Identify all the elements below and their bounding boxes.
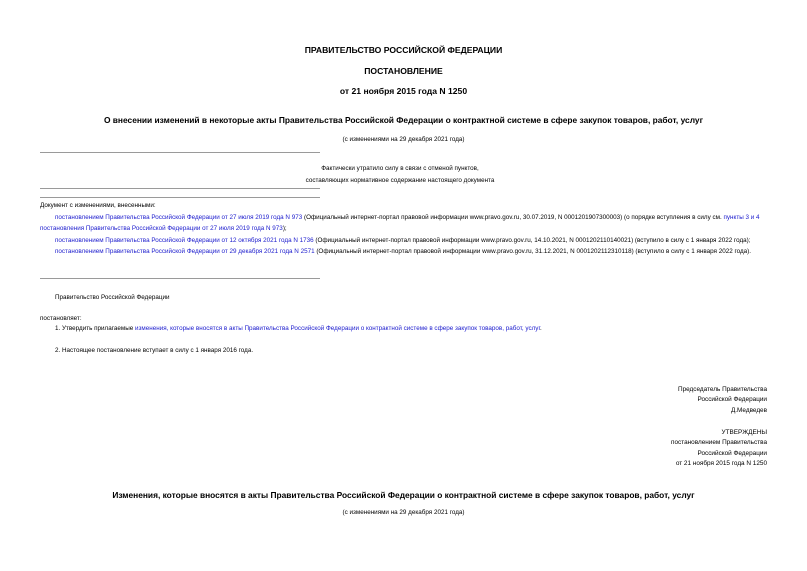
document-date-number: от 21 ноября 2015 года N 1250: [339, 86, 468, 96]
change-item: постановлением Правительства Российской Федерации от 27 июля 2019 года N 973 (Официальный интернет-портал правовой информации www.pravo.gov.ru, 30.07.2019, N 0001201907300003) (о порядке вступления в силу см. пункты 3 и 4 постановления Правительства Российской Федерации от 27 июля 2019 года N 973);: [40, 213, 760, 233]
changes-intro: Документ с изменениями, внесенными:: [40, 202, 156, 209]
signature-block: [678, 385, 767, 416]
change-link-1736[interactable]: постановлением Правительства Российской Федерации от 12 октября 2021 года N 1736: [55, 236, 314, 244]
separator-line: [40, 278, 320, 279]
approval-line2: постановлением Правительства: [671, 439, 767, 447]
change-item: постановлением Правительства Российской Федерации от 29 декабря 2021 года N 2571 (Официальный интернет-портал правовой информации www.pravo.gov.ru, 31.12.2021, N 0001202112310118) (вступило в силу с 1 января 2022 года).: [55, 248, 752, 256]
status-note-line1: Фактически утратило силу в связи с отменой пунктов,: [321, 165, 479, 172]
annex-title: Изменения, которые вносятся в акты Правительства Российской Федерации о контрактной системе в сфере закупок товаров, работ, услуг: [112, 490, 695, 500]
annex-link[interactable]: изменения, которые вносятся в акты Правительства Российской Федерации о контрактной системе в сфере закупок товаров, работ, услуг: [135, 325, 540, 332]
status-note: [280, 163, 520, 186]
signature-line2: Российской Федерации: [697, 396, 767, 404]
revision-note: (с изменениями на 29 декабря 2021 года): [342, 136, 465, 143]
clause-1: 1. Утвердить прилагаемые изменения, которые вносятся в акты Правительства Российской Федерации о контрактной системе в сфере закупок товаров, работ, услуг.: [55, 325, 542, 332]
change-item: постановлением Правительства Российской Федерации от 12 октября 2021 года N 1736 (Официальный интернет-портал правовой информации www.pravo.gov.ru, 14.10.2021, N 0001202110140021) (вступило в силу с 1 января 2022 года);: [55, 236, 751, 244]
changes-block: [40, 200, 767, 258]
document-title: О внесении изменений в некоторые акты Правительства Российской Федерации о контрактной системе в сфере закупок товаров, работ, услуг: [103, 115, 704, 125]
change-link-973-clauses[interactable]: пункты 3 и 4 постановления Правительства Российской Федерации от 27 июля 2019 года N 973: [40, 213, 760, 233]
decrees-word: постановляет:: [40, 315, 82, 322]
signature-name: Д.Медведев: [730, 406, 767, 414]
status-note-line2: составляющих нормативное содержание настоящего документа: [305, 176, 495, 184]
document-type: ПОСТАНОВЛЕНИЕ: [364, 66, 443, 76]
separator-line: [40, 188, 320, 189]
separator-line: [40, 152, 320, 153]
signature-line1: Председатель Правительства: [678, 386, 767, 393]
issuer: Правительство Российской Федерации: [55, 294, 170, 301]
change-link-2571[interactable]: постановлением Правительства Российской Федерации от 29 декабря 2021 года N 2571: [55, 248, 315, 256]
separator-line: [40, 197, 320, 198]
change-link-973[interactable]: постановлением Правительства Российской Федерации от 27 июля 2019 года N 973: [55, 213, 303, 221]
approval-block: [671, 428, 767, 470]
approval-line1: УТВЕРЖДЕНЫ: [721, 429, 767, 436]
annex-revision: (с изменениями на 29 декабря 2021 года): [342, 509, 465, 516]
government-name: ПРАВИТЕЛЬСТВО РОССИЙСКОЙ ФЕДЕРАЦИИ: [304, 45, 503, 55]
approval-line4: от 21 ноября 2015 года N 1250: [675, 460, 767, 468]
clause-2: 2. Настоящее постановление вступает в силу с 1 января 2016 года.: [55, 347, 254, 354]
approval-line3: Российской Федерации: [697, 449, 767, 457]
